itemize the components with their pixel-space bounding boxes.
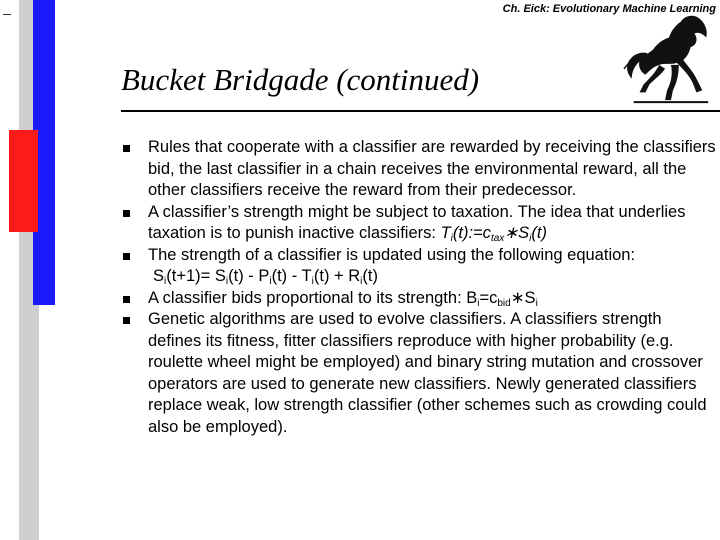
horse-logo-icon <box>620 10 718 108</box>
square-bullet-icon <box>123 296 130 303</box>
course-header: Ch. Eick: Evolutionary Machine Learning <box>502 3 716 15</box>
bullet-list <box>121 137 717 438</box>
bullet-item <box>121 245 717 288</box>
decorative-bar-red <box>9 130 38 232</box>
strength-update-equation: $S_i(t+1)= S_i(t) - P_i(t) - T_i(t) + R_i(t)$ <box>153 267 378 287</box>
square-bullet-icon <box>123 210 130 217</box>
corner-mark <box>3 14 11 15</box>
bullet-text: Rules that cooperate with a classifier are rewarded by receiving the classifiers bid, the last classifier in a chain receives the environmental reward, all the other classifiers receive the reward from their predecessor. <box>148 138 716 199</box>
bullet-item <box>121 202 717 245</box>
bullet-text: Genetic algorithms are used to evolve classifiers. A classifiers strength defines its fitness, fitter classifiers reproduce with higher probability (e.g. roulette wheel might be employed) and binary string mutation and crossover operators are used to generate new classifiers. Newly generated classifiers replace weak, low strength classifier (other schemes such as crowding could also be employed). <box>148 310 707 436</box>
bullet-text: A classifier’s strength might be subject to taxation. The idea that underlies taxation is to punish inactive classifiers: <box>148 202 686 242</box>
tax-formula: $T_i(t):=c_{tax}∗S_i(t)$ <box>440 224 547 244</box>
square-bullet-icon <box>123 253 130 260</box>
bullet-item <box>121 137 717 202</box>
square-bullet-icon <box>123 145 130 152</box>
bullet-text: The strength of a classifier is updated using the following equation: <box>148 245 636 264</box>
left-margin <box>0 0 9 540</box>
bullet-text: A classifier bids proportional to its strength: B <box>148 288 478 307</box>
slide-title: Bucket Bridgade (continued) <box>121 62 480 97</box>
square-bullet-icon <box>123 317 130 324</box>
bullet-item <box>121 309 717 438</box>
title-divider <box>121 110 720 112</box>
bullet-item: A classifier bids proportional to its strength: $B_i=c_{bid}∗S_i$ <box>121 288 717 310</box>
